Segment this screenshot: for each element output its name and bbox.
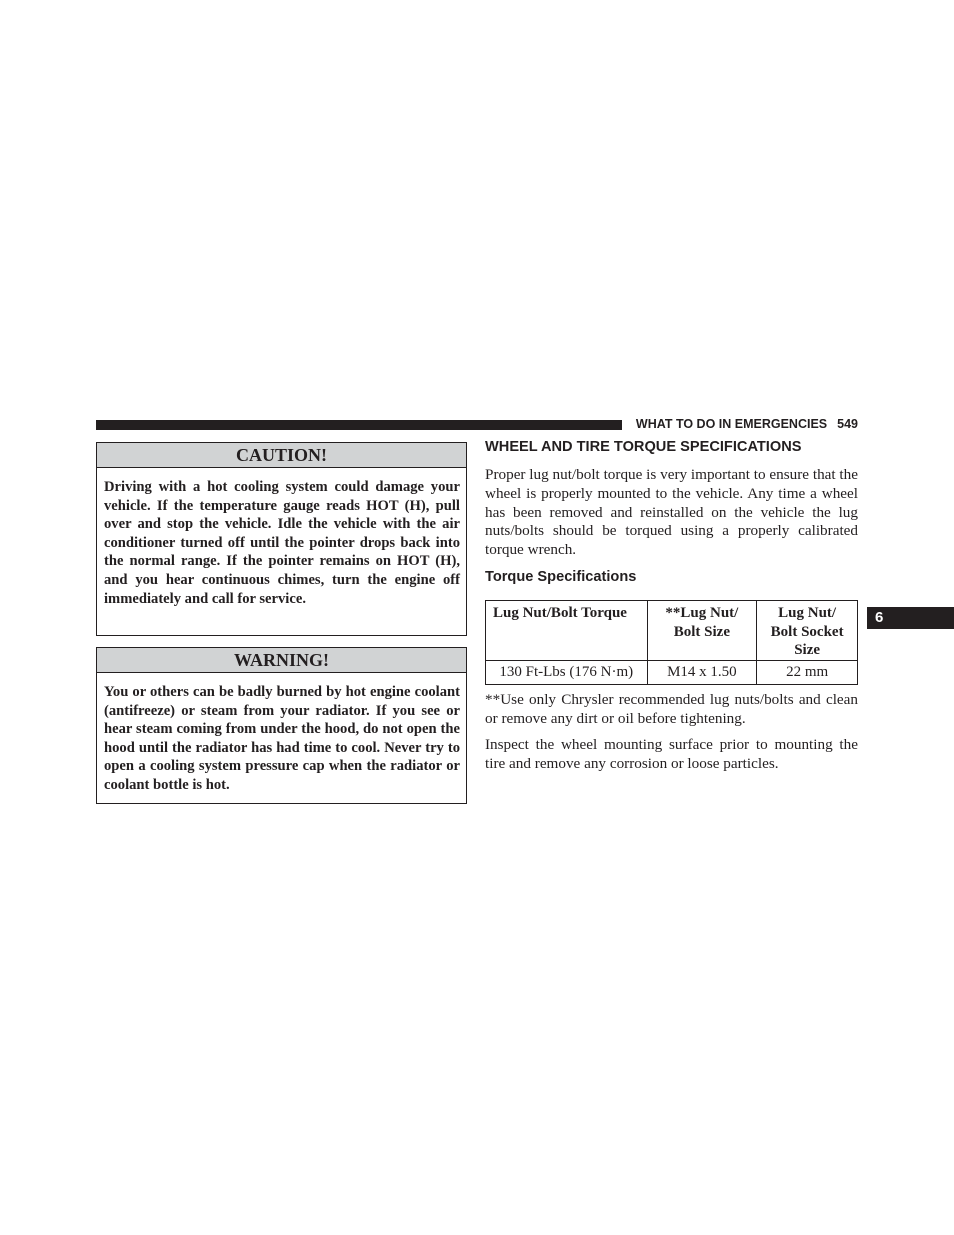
col-header-torque: Lug Nut/Bolt Torque bbox=[486, 601, 648, 661]
torque-subheading: Torque Specifications bbox=[485, 569, 637, 585]
table-row bbox=[486, 661, 858, 685]
caution-title: CAUTION! bbox=[97, 443, 466, 468]
cell-torque: 130 Ft-Lbs (176 N·m) bbox=[486, 661, 648, 685]
table-header-row bbox=[486, 601, 858, 661]
footnote-paragraph: **Use only Chrysler recommended lug nuts/bolts and clean or remove any dirt or oil before tightening. bbox=[485, 691, 858, 727]
page-number: 549 bbox=[837, 417, 858, 431]
col-header-size: **Lug Nut/ Bolt Size bbox=[647, 601, 757, 661]
caution-box bbox=[96, 442, 467, 636]
cell-size: M14 x 1.50 bbox=[647, 661, 757, 685]
col-header-socket: Lug Nut/ Bolt Socket Size bbox=[757, 601, 858, 661]
warning-title: WARNING! bbox=[97, 648, 466, 673]
section-heading: WHEEL AND TIRE TORQUE SPECIFICATIONS bbox=[485, 439, 802, 455]
running-header bbox=[632, 417, 858, 431]
torque-table bbox=[485, 600, 858, 685]
caution-body: Driving with a hot cooling system could damage your vehicle. If the temperature gauge reads HOT (H), pull over and stop the vehicle. Idle the vehicle with the air conditioner turned off until the pointer drops back into the normal range. If the pointer remains on HOT (H), and you hear continuous chimes, turn the engine off immediately and call for service. bbox=[104, 479, 460, 607]
chapter-tab: 6 bbox=[867, 607, 954, 629]
cell-socket: 22 mm bbox=[757, 661, 858, 685]
intro-paragraph: Proper lug nut/bolt torque is very important to ensure that the wheel is properly mounted to the vehicle. Any time a wheel has been removed and reinstalled on the vehicle the lug nuts/bolts should be torqued using a properly calibrated torque wrench. bbox=[485, 466, 858, 559]
inspect-paragraph: Inspect the wheel mounting surface prior to mounting the tire and remove any corrosion or loose particles. bbox=[485, 736, 858, 772]
warning-body: You or others can be badly burned by hot engine coolant (antifreeze) or steam from your radiator. If you see or hear steam coming from under the hood, do not open the hood until the radiator has had time to cool. Never try to open a cooling system pressure cap when the radiator or coolant bottle is hot. bbox=[104, 684, 460, 793]
section-title: WHAT TO DO IN EMERGENCIES bbox=[635, 417, 828, 431]
warning-box bbox=[96, 647, 467, 804]
header-rule bbox=[96, 420, 622, 430]
